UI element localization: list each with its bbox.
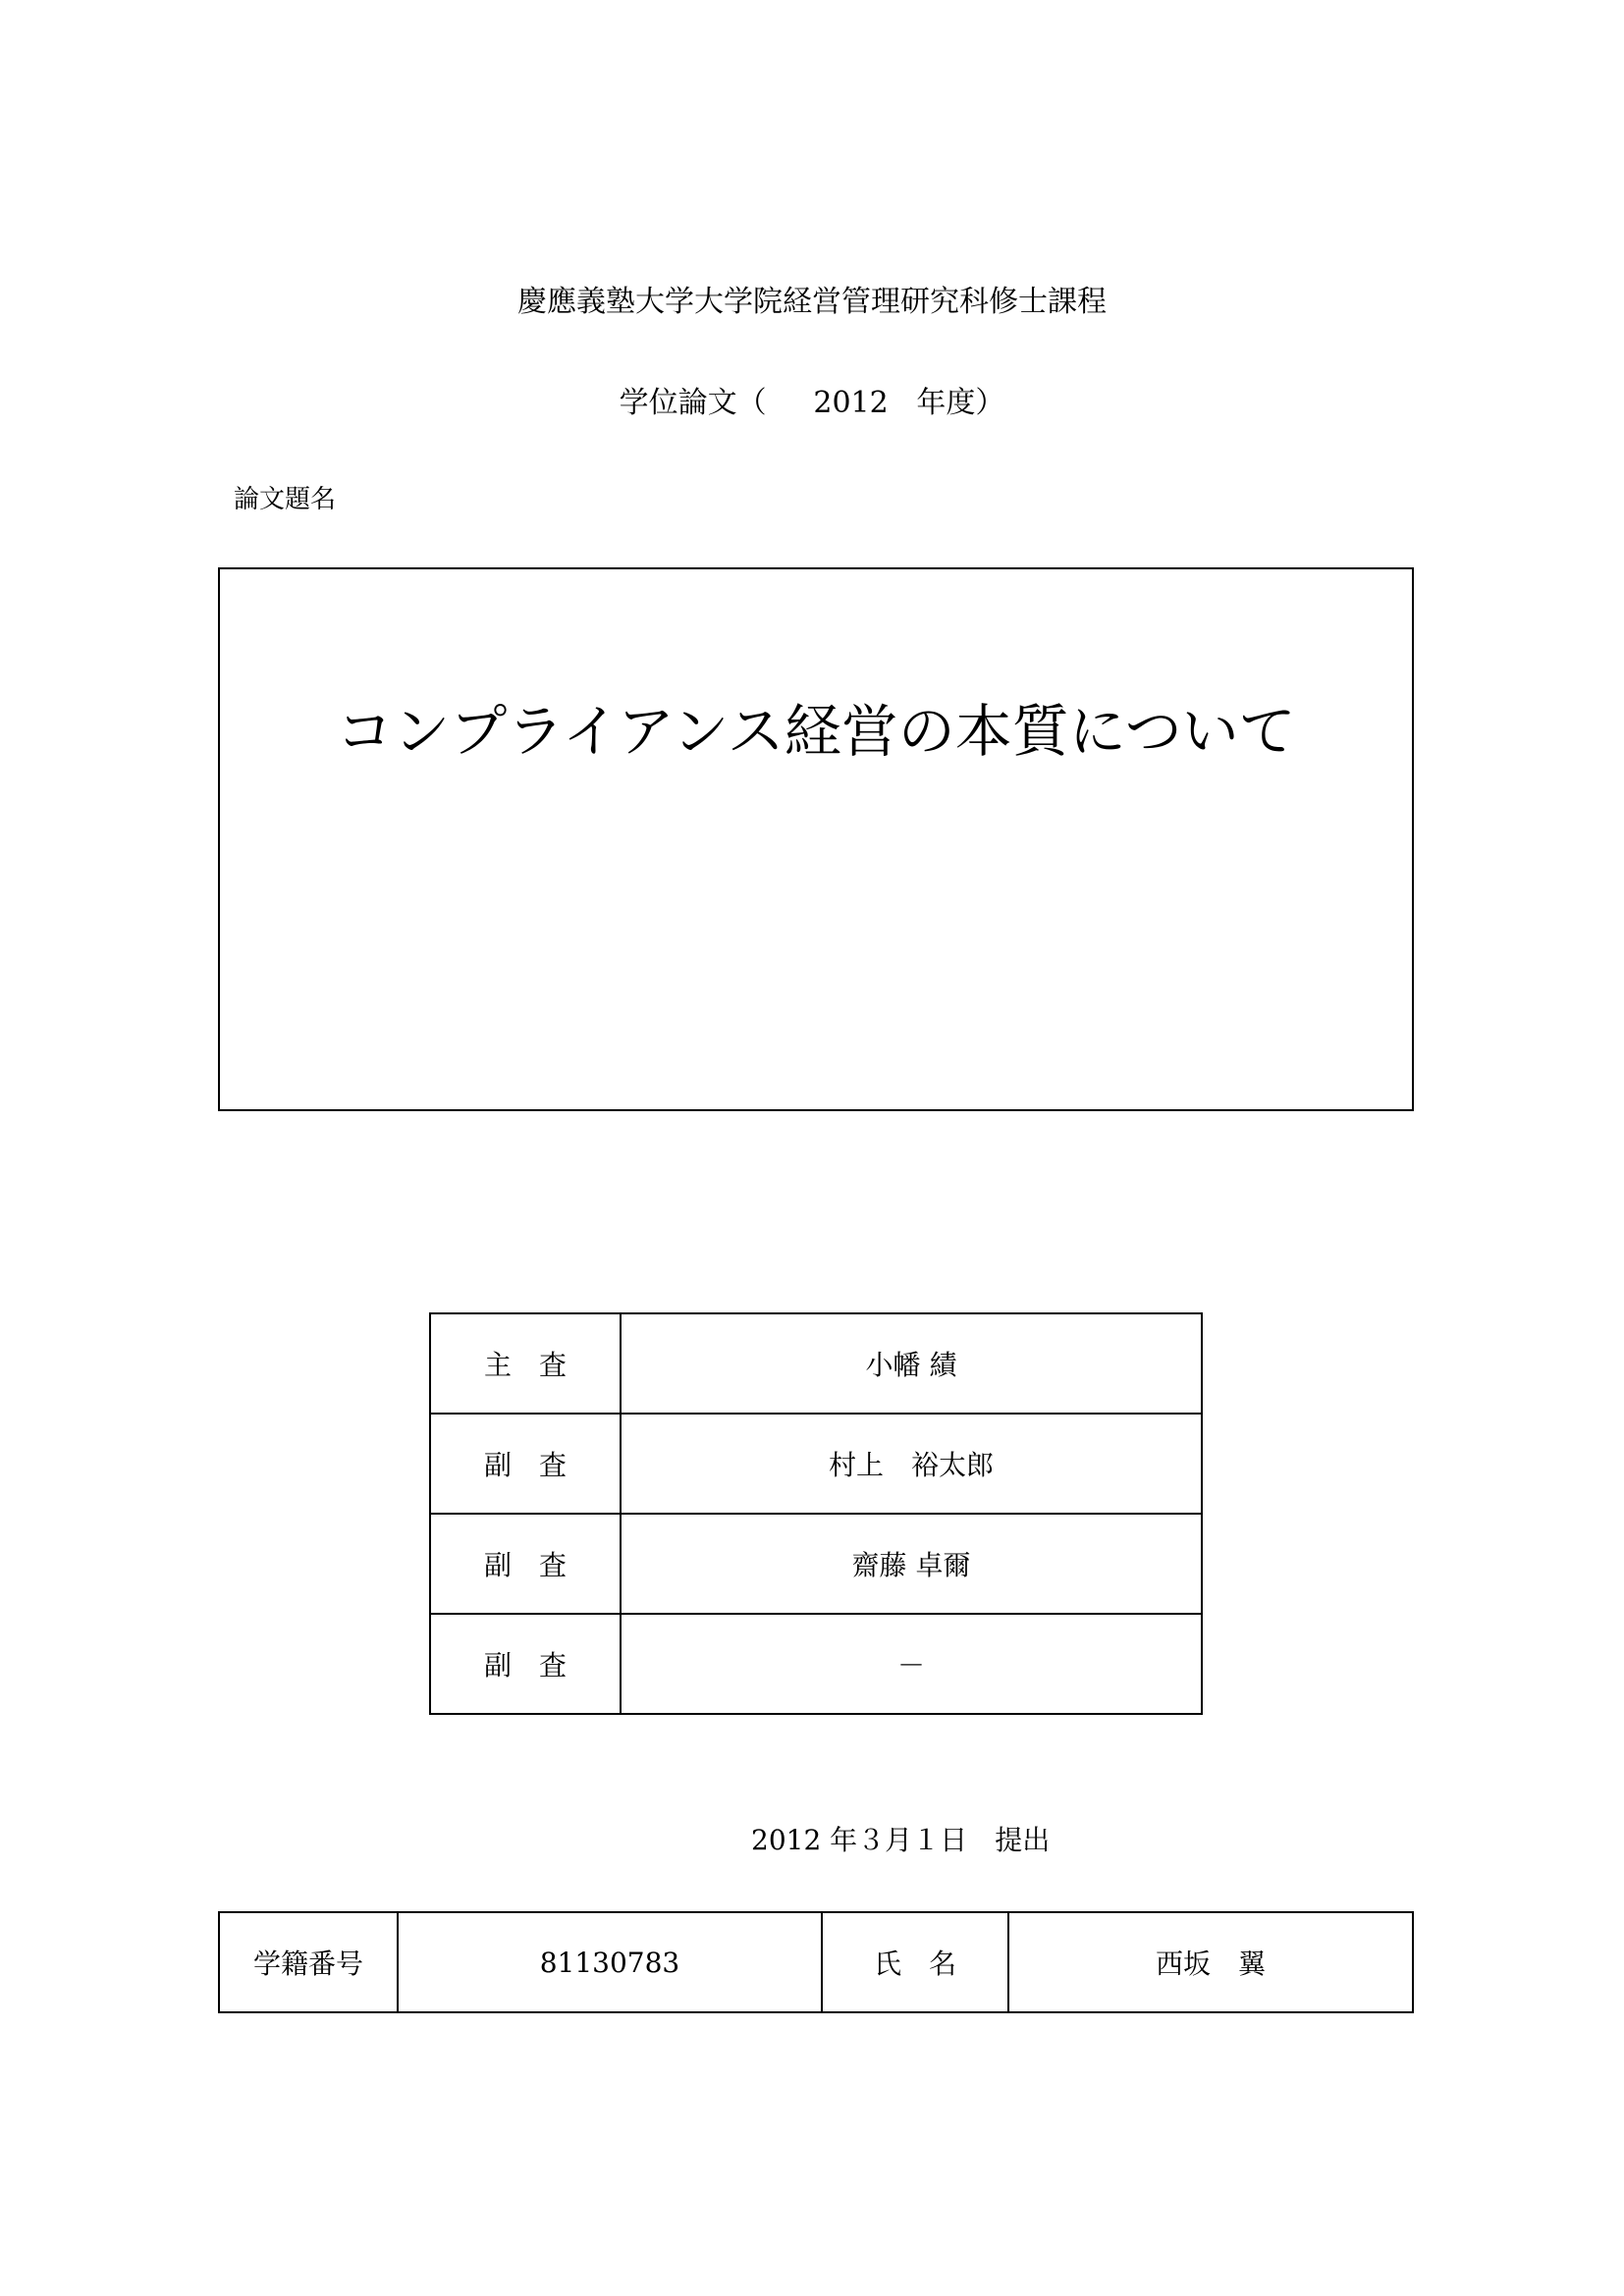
thesis-title-box — [218, 567, 1414, 1111]
examiner-role: 副 査 — [430, 1614, 621, 1714]
student-name-label: 氏 名 — [822, 1912, 1008, 2012]
examiner-role: 副 査 — [430, 1514, 621, 1614]
table-row — [430, 1514, 1202, 1614]
student-name-value: 西坂 翼 — [1008, 1912, 1413, 2012]
table-row — [430, 1414, 1202, 1514]
submission-date: 2012 年３月１日 — [751, 1824, 968, 1856]
degree-suffix: 年度） — [916, 386, 1005, 420]
examiners-table — [429, 1312, 1203, 1715]
examiner-role: 主 査 — [430, 1313, 621, 1414]
thesis-title-caption: 論文題名 — [234, 485, 337, 514]
student-id-value: 81130783 — [398, 1912, 822, 2012]
student-id-label: 学籍番号 — [219, 1912, 398, 2012]
submission-label: 提出 — [995, 1824, 1051, 1856]
table-row — [219, 1912, 1413, 2012]
degree-year-line — [0, 378, 1624, 421]
thesis-title: コンプライアンス経営の本質について — [336, 698, 1296, 765]
examiner-name: － — [621, 1614, 1202, 1714]
university-program-heading: 慶應義塾大学大学院経営管理研究科修士課程 — [517, 285, 1107, 319]
examiner-name: 村上 裕太郎 — [621, 1414, 1202, 1514]
degree-prefix: 学位論文（ — [619, 386, 767, 420]
examiner-name: 齋藤 卓爾 — [621, 1514, 1202, 1614]
table-row — [430, 1614, 1202, 1714]
submission-line — [751, 1819, 1050, 1858]
table-row — [430, 1313, 1202, 1414]
degree-year: 2012 — [813, 386, 889, 420]
examiner-name: 小幡 績 — [621, 1313, 1202, 1414]
student-info-table — [218, 1911, 1414, 2013]
examiner-role: 副 査 — [430, 1414, 621, 1514]
